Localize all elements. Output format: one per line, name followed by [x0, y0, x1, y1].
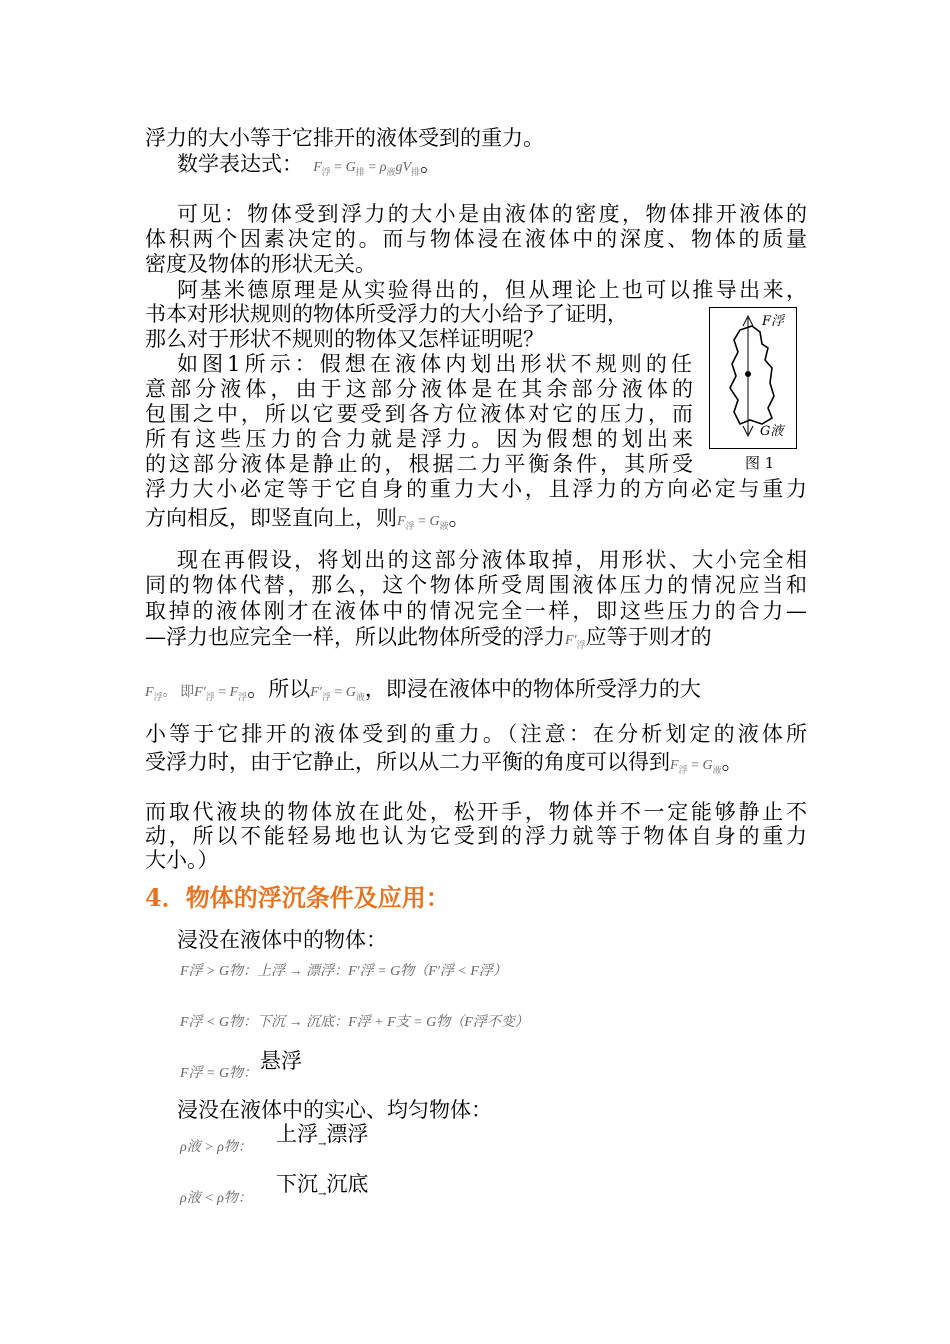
density-condition-up: ρ液 > ρ物： [180, 1140, 252, 1155]
f-prime-equals-g-formula: $F'_浮 = G_液$ [310, 685, 365, 702]
f-prime-symbol: $F'_浮$ [565, 633, 586, 650]
period: 。 [420, 152, 442, 176]
para5-line4 [145, 625, 712, 653]
para4-line4: 所有这些压力的合力就是浮力。因为假想的划出来 [145, 427, 693, 451]
para5-line4-text2: 应等于则才的 [585, 625, 712, 649]
archimedes-formula: $F_浮 = G_排 = \rho_液gV_排$ [309, 160, 421, 177]
section-4-sub2: 浸没在液体中的实心、均匀物体： [177, 1098, 492, 1122]
para5-line6: 小等于它排开的液体受到的重力。（注意：在分析划定的液体所 [145, 722, 807, 746]
density-up-labels [276, 1122, 368, 1151]
para2-line1: 可见：物体受到浮力的大小是由液体的密度，物体排开液体的 [177, 202, 807, 226]
para5-line7-text: 受浮力时，由于它静止，所以从二力平衡的角度可以得到 [145, 750, 670, 774]
para2-line3: 密度及物体的形状无关。 [145, 252, 376, 276]
para4-line2: 意部分液体，由于这部分液体是在其余部分液体的 [145, 377, 693, 401]
para4-line5: 的这部分液体是静止的，根据二力平衡条件，其所受 [145, 452, 693, 476]
float-label: 漂浮 [326, 1122, 369, 1146]
math-label: 数学表达式： [177, 152, 303, 176]
para3-line2: 书本对形状规则的物体所受浮力的大小给予了证明， [145, 302, 628, 326]
math-expression-line [177, 152, 441, 180]
arrow-right-icon: → [318, 1189, 327, 1200]
f-prime-equals-formula: $F_浮$。 即$F'_浮 = F_浮$ [145, 685, 248, 702]
irregular-liquid-shape [730, 326, 774, 424]
figure-label-bottom: G液 [760, 424, 784, 439]
condition-suspend: F浮 = G物： [180, 1066, 258, 1081]
para5-line5-mid: 。所以 [247, 677, 311, 701]
para6-line3: 大小。） [145, 848, 219, 872]
equilibrium-formula: $F_浮 = G_液$ [670, 758, 722, 775]
section-4-sub1: 浸没在液体中的物体： [177, 928, 387, 952]
float-up-label: 上浮 [276, 1122, 318, 1146]
condition-float-up: F浮 > G物：上浮 → 漂浮：F′浮 = G物（F′浮 < F浮） [180, 964, 507, 979]
para3-line1: 阿基米德原理是从实验得出的，但从理论上也可以推导出来， [177, 278, 807, 302]
suspend-label: 悬浮 [260, 1049, 302, 1073]
para3-line3: 那么对于形状不规则的物体又怎样证明呢？ [145, 327, 544, 351]
figure-label-top: F浮 [762, 314, 785, 329]
para5-line5-text: ，即浸在液体中的物体所受浮力的大 [364, 677, 701, 701]
para5-line7 [145, 750, 743, 778]
bottom-label: 沉底 [326, 1172, 369, 1196]
condition-sink: F浮 < G物：下沉 → 沉底：F浮 + F支 = G物（F浮不变） [180, 1015, 529, 1030]
para4-line7 [145, 506, 470, 534]
para2-line2: 体积两个因素决定的。而与物体浸在液体中的深度、物体的质量 [145, 227, 807, 251]
para4-line1: 如图1所示：假想在液体内划出形状不规则的任 [177, 352, 692, 376]
para4-line3: 包围之中，所以它要受到各方位液体对它的压力，而 [145, 402, 693, 426]
arrow-right-icon: → [318, 1139, 327, 1150]
para5-line3: 取掉的液体刚才在液体中的情况完全一样，即这些压力的合力— [145, 599, 807, 623]
buoyancy-equals-weight-formula: $F_浮 = G_液$ [397, 514, 449, 531]
figure-1 [709, 307, 797, 449]
para5-line7-period: 。 [721, 750, 743, 774]
para4-line7-period: 。 [448, 506, 470, 530]
para6-line1: 而取代液块的物体放在此处，松开手，物体并不一定能够静止不 [145, 800, 807, 824]
center-point [745, 371, 751, 377]
para5-line1: 现在再假设，将划出的这部分液体取掉，用形状、大小完全相 [177, 548, 807, 572]
para6-line2: 动，所以不能轻易地也认为它受到的浮力就等于物体自身的重力 [145, 824, 807, 848]
section-4-heading: 4．物体的浮沉条件及应用： [145, 883, 450, 912]
para5-line2: 同的物体代替，那么，这个物体所受周围液体压力的情况应当和 [145, 573, 807, 597]
density-down-labels [276, 1172, 368, 1201]
para5-line5 [145, 677, 701, 705]
sink-label: 下沉 [276, 1172, 318, 1196]
para4-line7-text: 方向相反，即竖直向上，则 [145, 506, 397, 530]
para5-line4-text: —浮力也应完全一样，所以此物体所受的浮力 [145, 625, 565, 649]
figure-caption: 图 1 [745, 454, 775, 472]
para4-line6: 浮力大小必定等于它自身的重力大小，且浮力的方向必定与重力 [145, 477, 807, 501]
para1-line1: 浮力的大小等于它排开的液体受到的重力。 [145, 126, 544, 150]
density-condition-down: ρ液 < ρ物： [180, 1191, 252, 1206]
